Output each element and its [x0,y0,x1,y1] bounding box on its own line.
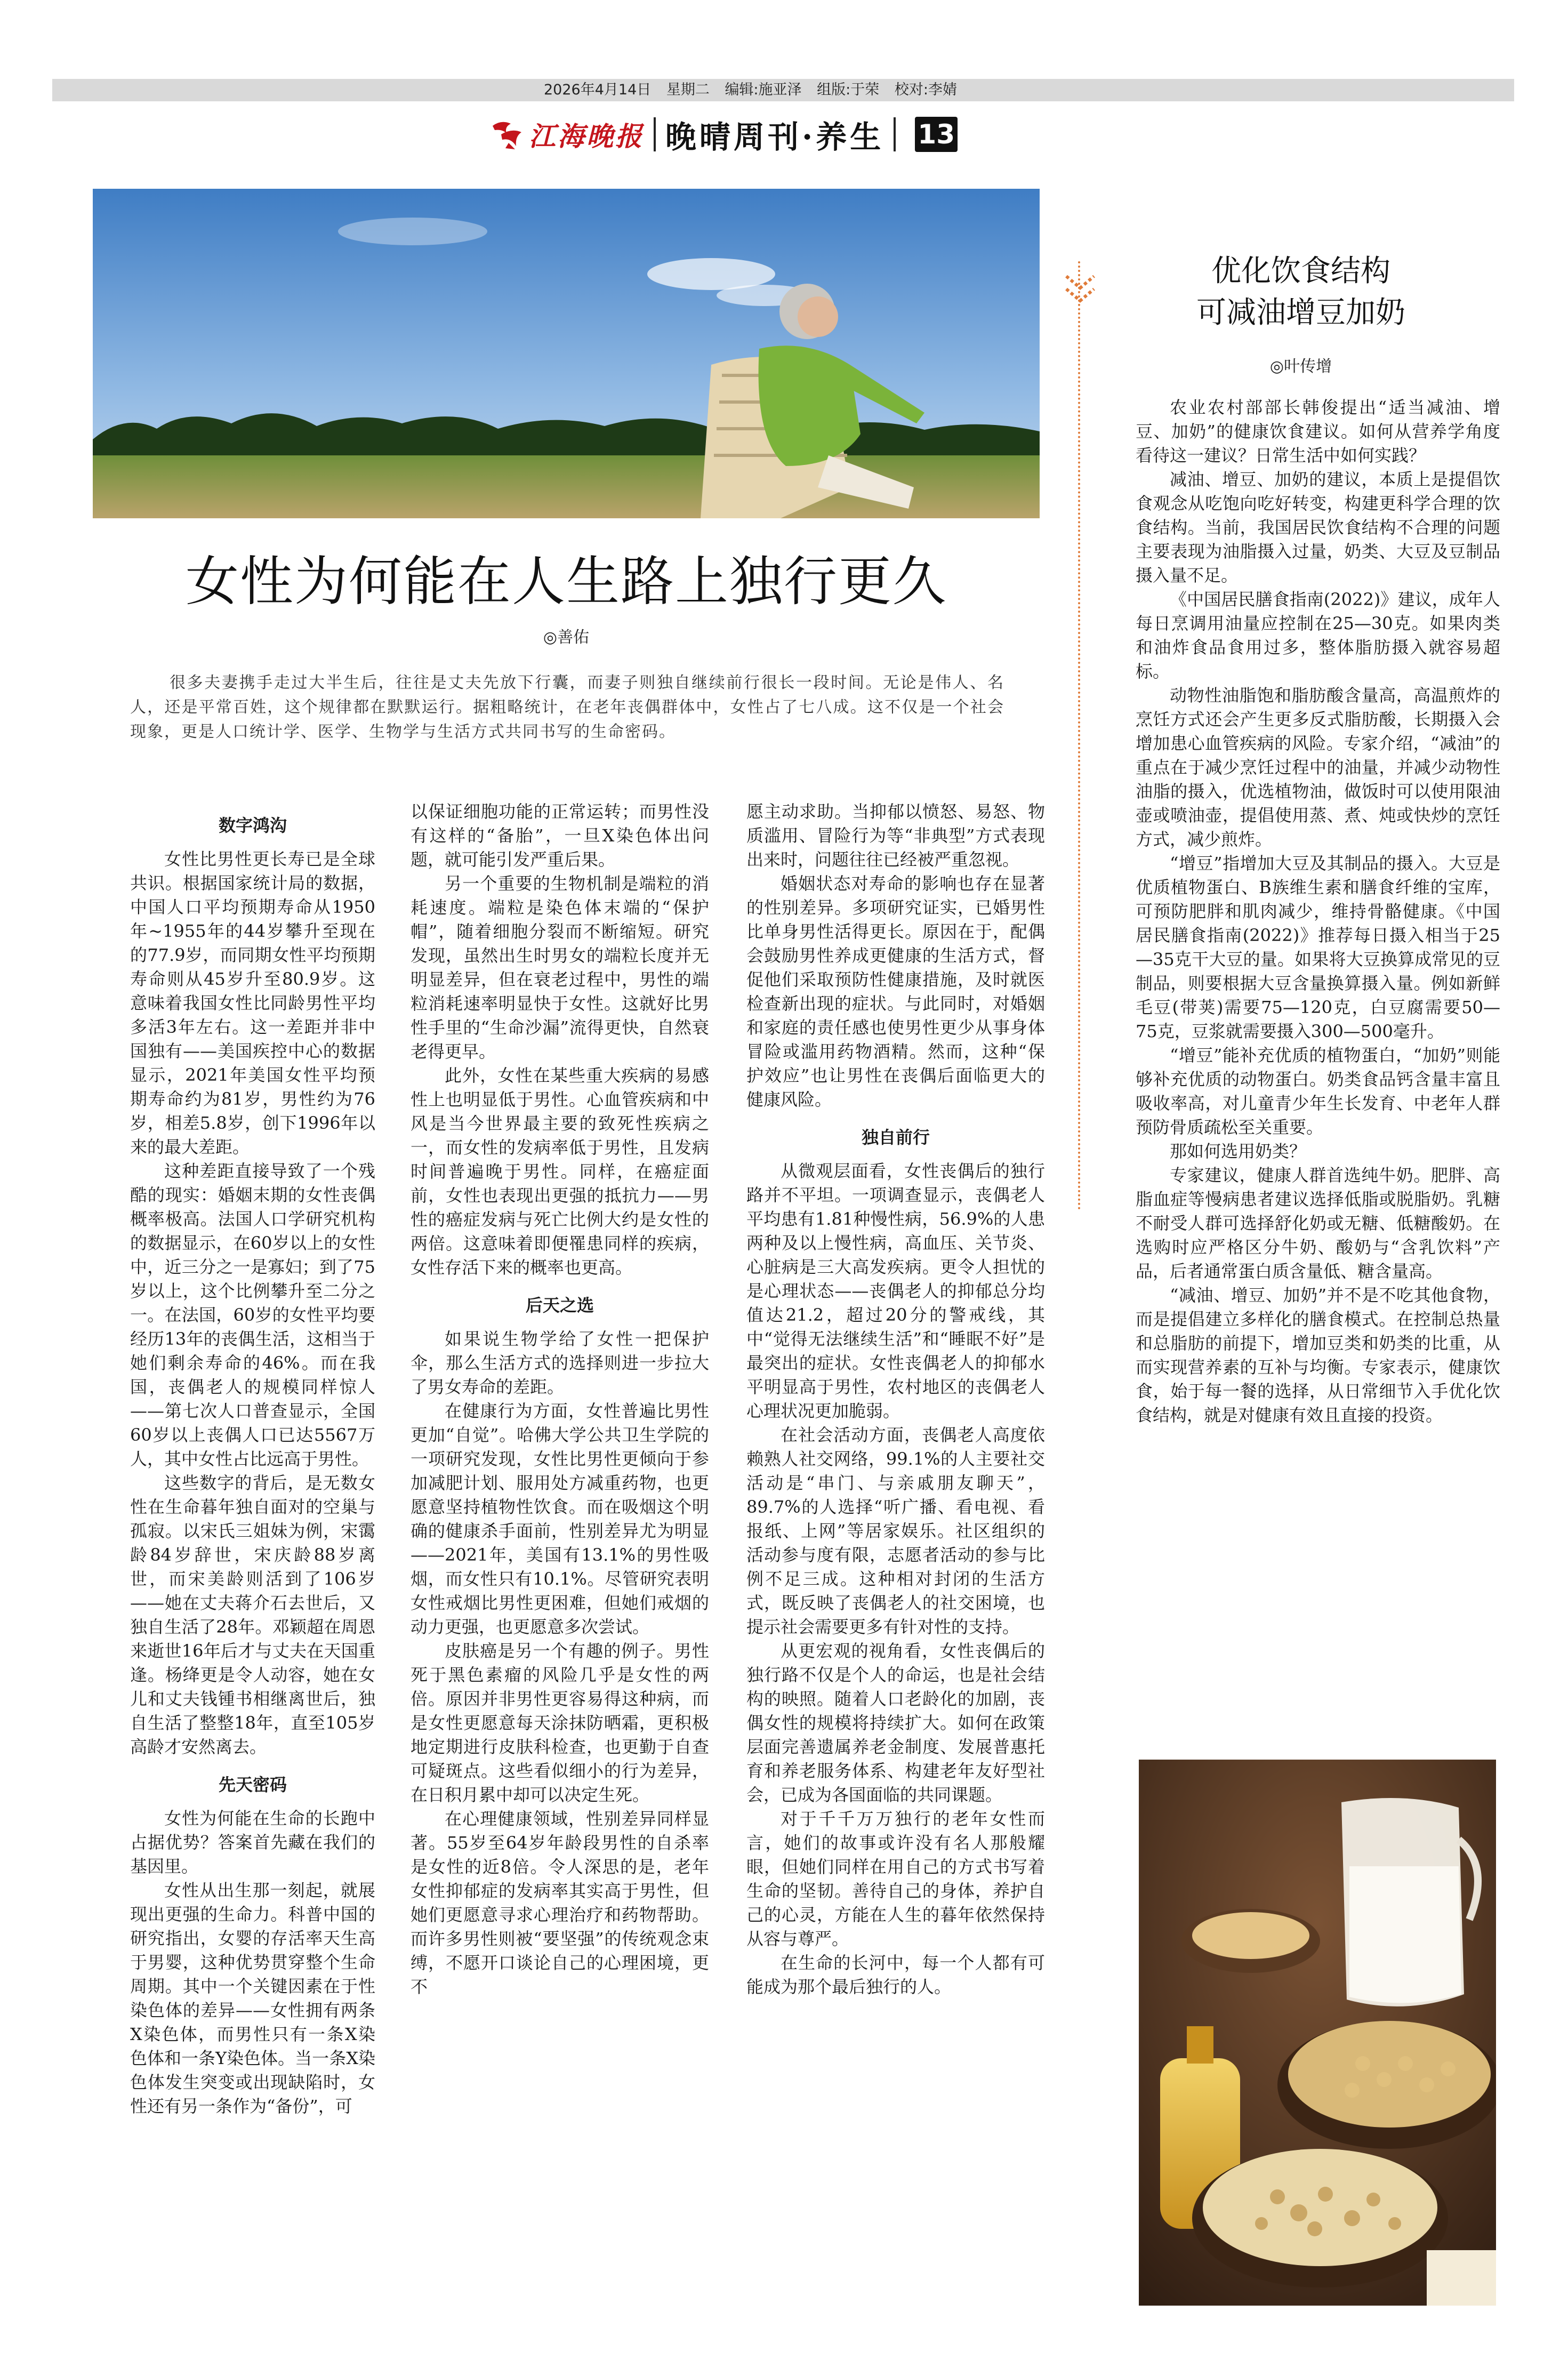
paragraph: 以保证细胞功能的正常运转；而男性没有这样的“备胎”，一旦X染色体出问题，就可能引发严重后果。 [411,801,709,870]
paragraph: “减油、增豆、加奶”并不是不吃其他食物，而是提倡建立多样化的膳食模式。在控制总热量和总脂肪的前提下，增加豆类和奶类的比重，从而实现营养素的互补与均衡。专家表示，健康饮食，始于每一餐的选择，从日常细节入手优化饮食结构，就是对健康有效且直接的投资。 [1136,1285,1500,1425]
masthead-separator [894,117,896,151]
paragraph: 减油、增豆、加奶的建议，本质上是提倡饮食观念从吃饱向吃好转变，构建更科学合理的饮食结构。当前，我国居民饮食结构不合理的问题主要表现为油脂摄入过量，奶类、大豆及豆制品摄入量不足。 [1136,469,1500,585]
side-title-line-1: 优化饮食结构 [1211,254,1390,288]
paragraph: 另一个重要的生物机制是端粒的消耗速度。端粒是染色体末端的“保护帽”，随着细胞分裂而不断缩短。研究发现，虽然出生时男女的端粒长度并无明显差异，但在衰老过程中，男性的端粒消耗速率明显快于女性。这就好比男性手里的“生命沙漏”流得更快，自然衰老得更早。 [411,873,709,1062]
paragraph: 《中国居民膳食指南(2022)》建议，成年人每日烹调用油量应控制在25—30克。如果肉类和油炸食品食用过多，整体脂肪摄入就容易超标。 [1136,589,1500,681]
issue-weekday: 星期二 [666,82,710,98]
section-heading: 后天之选 [525,1295,594,1315]
proof-credit: 校对:李婧 [894,82,957,98]
paragraph: 这种差距直接导致了一个残酷的现实：婚姻末期的女性丧偶概率极高。法国人口学研究机构的数据显示，在60岁以上的女性中，近三分之一是寡妇；到了75岁以上，这个比例攀升至二分之一。在法国，60岁的女性平均要经历13年的丧偶生活，这相当于她们剩余寿命的46%。而在我国，丧偶老人的规模同样惊人——第七次人口普查显示，全国60岁以上丧偶人口已达5567万人，其中女性占比远高于男性。 [130,1161,375,1469]
paragraph: 此外，女性在某些重大疾病的易感性上也明显低于男性。心血管疾病和中风是当今世界最主要的致死性疾病之一，而女性的发病率低于男性，且发病时间普遍晚于男性。同样，在癌症面前，女性也表现出更强的抵抗力——男性的癌症发病与死亡比例大约是女性的两倍。这意味着即便罹患同样的疾病，女性存活下来的概率也更高。 [411,1065,709,1278]
article-author: ◎善佑 [543,628,590,647]
section-heading: 独自前行 [861,1127,930,1147]
paragraph: 在心理健康领域，性别差异同样显著。55岁至64岁年龄段男性的自杀率是女性的近8倍。令人深思的是，老年女性抑郁症的发病率其实高于男性，但她们更愿意寻求心理治疗和药物帮助。而许多男性则被“要坚强”的传统观念束缚，不愿开口谈论自己的心理困境，更不 [411,1809,709,1997]
article-title: 女性为何能在人生路上独行更久 [186,550,947,613]
paragraph: 那如何选用奶类？ [1170,1141,1307,1161]
article-lead: 很多夫妻携手走过大半生后，往往是丈夫先放下行囊，而妻子则独自继续前行很长一段时间。无论是伟人、名人，还是平常百姓，这个规律都在默默运行。据粗略统计，在老年丧偶群体中，女性占了七八成。这不仅是一个社会现象，更是人口统计学、医学、生物学与生活方式共同书写的生命密码。 [130,673,1004,741]
paragraph: 皮肤癌是另一个有趣的例子。男性死于黑色素瘤的风险几乎是女性的两倍。原因并非男性更容易得这种病，而是女性更愿意每天涂抹防晒霜，更积极地定期进行皮肤科检查，也更勤于自查可疑斑点。这些看似细小的行为差异，在日积月累中却可以决定生死。 [411,1641,709,1805]
paragraph: 愿主动求助。当抑郁以愤怒、易怒、物质滥用、冒险行为等“非典型”方式表现出来时，问题往往已经被严重忽视。 [746,801,1045,870]
issue-date: 2026年4月14日 [544,82,652,98]
masthead [490,113,958,156]
side-article-author: ◎叶传增 [1269,357,1332,376]
paragraph: 女性从出生那一刻起，就展现出更强的生命力。科普中国的研究指出，女婴的存活率天生高于男婴，这种优势贯穿整个生命周期。其中一个关键因素在于性染色体的差异——女性拥有两条X染色体，而男性只有一条X染色体和一条Y染色体。当一条X染色体发生突变或出现缺陷时，女性还有另一条作为“备份”，可 [130,1880,375,2116]
paragraph: 专家建议，健康人群首选纯牛奶。肥胖、高脂血症等慢病患者建议选择低脂或脱脂奶。乳糖不耐受人群可选择舒化奶或无糖、低糖酸奶。在选购时应严格区分牛奶、酸奶与“含乳饮料”产品，后者通常蛋白质含量低、糖含量高。 [1136,1165,1500,1281]
side-article-body [1136,396,1500,1427]
food-photo-soy-milk-oil [1139,1760,1496,2306]
paragraph: 女性比男性更长寿已是全球共识。根据国家统计局的数据，中国人口平均预期寿命从1950年~1955年的44岁攀升至现在的77.9岁，而同期女性平均预期寿命则从45岁升至80.9岁。这意味着我国女性比同龄男性平均多活3年左右。这一差距并非中国独有——美国疾控中心的数据显示，2021年美国女性平均预期寿命约为81岁，男性约为76岁，相差5.8岁，创下1996年以来的最大差距。 [130,849,375,1157]
paragraph: 从微观层面看，女性丧偶后的独行路并不平坦。一项调查显示，丧偶老人平均患有1.81种慢性病，56.9%的人患两种及以上慢性病，高血压、关节炎、心脏病是三大高发疾病。更令人担忧的是心理状态——丧偶老人的抑郁总分均值达21.2，超过20分的警戒线，其中“觉得无法继续生活”和“睡眠不好”是最突出的症状。女性丧偶老人的抑郁水平明显高于男性，农村地区的丧偶老人心理状况更加脆弱。 [746,1161,1045,1421]
paragraph: 在健康行为方面，女性普遍比男性更加“自觉”。哈佛大学公共卫生学院的一项研究发现，女性比男性更倾向于参加减肥计划、服用处方减重药物，也更愿意坚持植物性饮食。而在吸烟这个明确的健康杀手面前，性别差异尤为明显——2021年，美国有13.1%的男性吸烟，而女性只有10.1%。尽管研究表明女性戒烟比男性更困难，但她们戒烟的动力更强，也更愿意多次尝试。 [411,1401,709,1637]
page-number: 13 [915,117,958,152]
side-title-line-2: 可减油增豆加奶 [1196,295,1405,330]
paragraph: 动物性油脂饱和脂肪酸含量高，高温煎炸的烹饪方式还会产生更多反式脂肪酸，长期摄入会增加患心血管疾病的风险。专家介绍，“减油”的重点在于减少烹饪过程中的油量，并减少动物性油脂的摄入，优选植物油，做饭时可以使用限油壶或喷油壶，提倡使用蒸、煮、炖或快炒的烹饪方式，减少煎炸。 [1136,685,1500,849]
layout-credit: 组版:于荣 [817,82,880,98]
article-column-1 [130,800,375,2118]
paragraph: “增豆”指增加大豆及其制品的摄入。大豆是优质植物蛋白、B族维生素和膳食纤维的宝库，可预防肥胖和肌肉减少，维持骨骼健康。《中国居民膳食指南(2022)》推荐每日摄入相当于25—35克干大豆的量。如果将大豆换算成常见的豆制品，则要根据大豆含量换算摄入量。例如新鲜毛豆(带荚)需要75—120克，白豆腐需要50—75克，豆浆就需要摄入300—500毫升。 [1136,853,1500,1041]
newspaper-name: 江海晚报 [529,121,644,152]
masthead-separator [654,117,656,151]
newspaper-logo-icon [490,118,525,150]
paragraph: 婚姻状态对寿命的影响也存在显著的性别差异。多项研究证实，已婚男性比单身男性活得更长。原因在于，配偶会鼓励男性养成更健康的生活方式，督促他们采取预防性健康措施，及时就医检查新出现的症状。与此同时，对婚姻和家庭的责任感也使男性更少从事身体冒险或滥用药物酒精。然而，这种“保护效应”也让男性在丧偶后面临更大的健康风险。 [746,873,1045,1110]
paragraph: 农业农村部部长韩俊提出“适当减油、增豆、加奶”的健康饮食建议。如何从营养学角度看待这一建议？日常生活中如何实践？ [1136,397,1500,465]
column-divider [1078,261,1080,1210]
section-heading: 先天密码 [218,1775,287,1795]
paragraph: “增豆”能补充优质的植物蛋白，“加奶”则能够补充优质的动物蛋白。奶类食品钙含量丰富且吸收率高，对儿童青少年生长发育、中老年人群预防骨质疏松至关重要。 [1136,1045,1500,1137]
chevron-down-icon [1063,273,1097,314]
paragraph: 从更宏观的视角看，女性丧偶后的独行路不仅是个人的命运，也是社会结构的映照。随着人口老龄化的加剧，丧偶女性的规模将持续扩大。如何在政策层面完善遗属养老金制度、发展普惠托育和养老服务体系、构建老年友好型社会，已成为各国面临的共同课题。 [746,1641,1045,1805]
paragraph: 女性为何能在生命的长跑中占据优势？答案首先藏在我们的基因里。 [130,1808,375,1876]
editor-credit: 编辑:施亚泽 [725,82,802,98]
article-column-3 [746,800,1045,1999]
paragraph: 在社会活动方面，丧偶老人高度依赖熟人社交网络，99.1%的人主要社交活动是“串门、与亲戚朋友聊天”，89.7%的人选择“听广播、看电视、看报纸、上网”等居家娱乐。社区组织的活动参与度有限，志愿者活动的参与比例不足三成。这种相对封闭的生活方式，既反映了丧偶老人的社交困境，也提示社会需要更多有针对性的支持。 [746,1425,1045,1637]
hero-photo-elderly-woman [93,189,1040,518]
paragraph: 在生命的长河中，每一个人都有可能成为那个最后独行的人。 [746,1953,1045,1997]
paragraph: 对于千千万万独行的老年女性而言，她们的故事或许没有名人那般耀眼，但她们同样在用自己的方式书写着生命的坚韧。善待自己的身体，养护自己的心灵，方能在人生的暮年依然保持从容与尊严。 [746,1809,1045,1949]
paragraph: 这些数字的背后，是无数女性在生命暮年独自面对的空巢与孤寂。以宋氏三姐妹为例，宋霭龄84岁辞世，宋庆龄88岁离世，而宋美龄则活到了106岁——她在丈夫蒋介石去世后，又独自生活了28年。邓颖超在周恩来逝世16年后才与丈夫在天国重逢。杨绛更是令人动容，她在女儿和丈夫钱锺书相继离世后，独自生活了整整18年，直至105岁高龄才安然离去。 [130,1473,375,1757]
section-heading: 数字鸿沟 [218,815,287,836]
header-info [544,81,968,100]
article-column-2 [411,800,709,1999]
paragraph: 如果说生物学给了女性一把保护伞，那么生活方式的选择则进一步拉大了男女寿命的差距。 [411,1329,709,1397]
side-article-title [1146,251,1456,334]
section-name: 晚晴周刊·养生 [665,119,884,155]
